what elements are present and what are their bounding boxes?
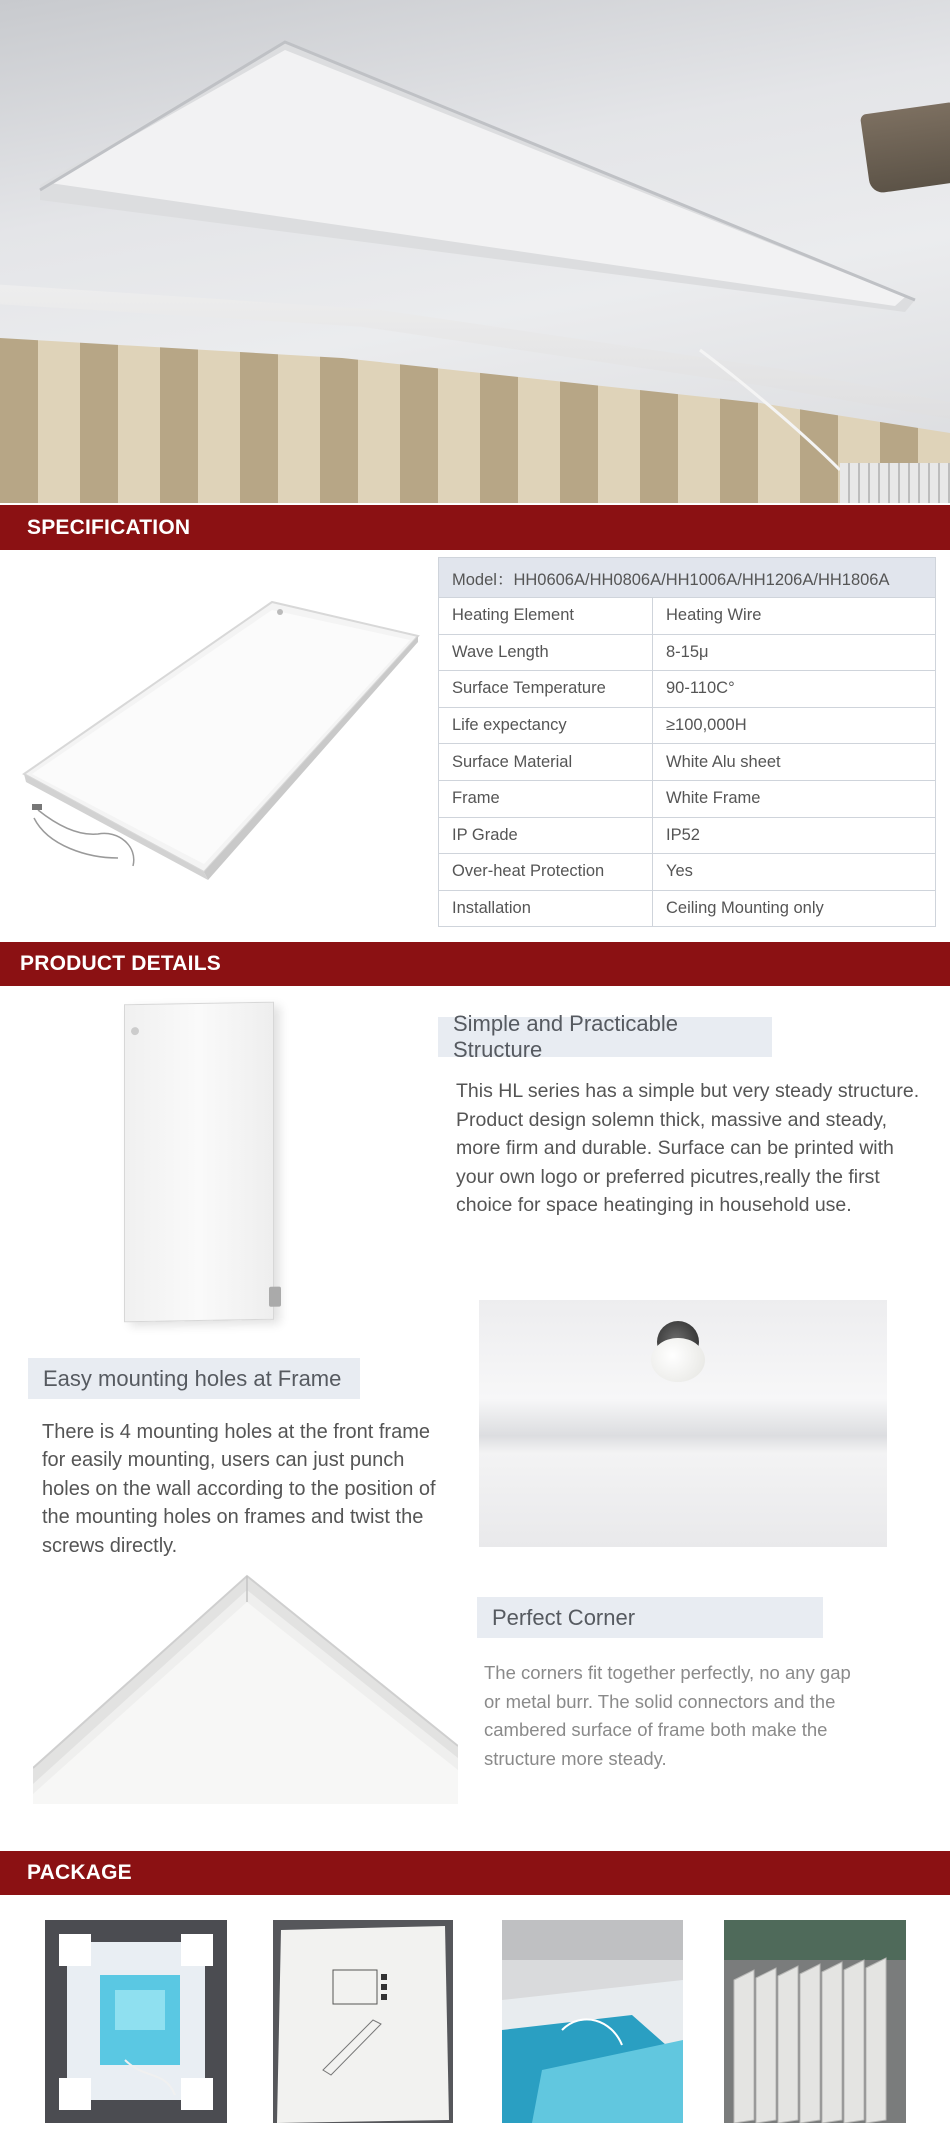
structure-line: more firm and durable. Surface can be printed with	[456, 1137, 894, 1159]
spec-row	[439, 744, 936, 781]
mounting-title: Easy mounting holes at Frame	[28, 1358, 360, 1399]
spec-value: White Alu sheet	[653, 744, 936, 781]
structure-line: choice for space heatinging in household use.	[456, 1194, 852, 1216]
spec-value: Heating Wire	[653, 598, 936, 635]
mounting-line: holes on the wall according to the position of	[42, 1477, 436, 1500]
corner-line: The corners fit together perfectly, no any gap	[484, 1662, 851, 1683]
panel-indicator-dot	[131, 1027, 139, 1035]
spec-value: IP52	[653, 817, 936, 854]
structure-title: Simple and Practicable Structure	[438, 1017, 772, 1057]
spec-key: Installation	[439, 890, 653, 927]
heater-panel-image	[18, 596, 423, 886]
spec-key: Surface Material	[439, 744, 653, 781]
spec-key: Frame	[439, 780, 653, 817]
structure-line: your own logo or preferred picutres,really the first	[456, 1165, 880, 1188]
upright-heater-panel-image	[124, 1002, 274, 1323]
spec-table-header-row	[439, 558, 936, 598]
package-photo-foam-corners	[45, 1920, 227, 2123]
spec-row	[439, 854, 936, 891]
mounting-line: the mounting holes on frames and twist the	[42, 1506, 424, 1529]
section-title-package: PACKAGE	[27, 1861, 132, 1884]
spec-key: Surface Temperature	[439, 671, 653, 708]
corner-line: structure more steady.	[484, 1747, 667, 1769]
specification-section-bar	[0, 505, 950, 550]
ceiling-heater-panel	[0, 0, 950, 503]
lamp-shade	[860, 102, 950, 194]
mounting-description	[42, 1418, 467, 1560]
spec-row	[439, 890, 936, 927]
screw-cap	[651, 1338, 705, 1382]
spec-value: ≥100,000H	[653, 707, 936, 744]
product-details-section-bar	[0, 942, 950, 986]
specification-table	[438, 557, 936, 927]
spec-key: Heating Element	[439, 598, 653, 635]
spec-model-header: Model：HH0606A/HH0806A/HH1006A/HH1206A/HH1806A	[439, 558, 936, 598]
spec-value: 8-15μ	[653, 634, 936, 671]
mounting-line: for easily mounting, users can just punch	[42, 1449, 405, 1472]
radiator	[840, 463, 950, 503]
package-photo-wrapped-panel	[502, 1920, 683, 2123]
corner-line: or metal burr. The solid connectors and the	[484, 1690, 836, 1712]
corner-title: Perfect Corner	[477, 1597, 823, 1638]
hero-ceiling-photo	[0, 0, 950, 503]
spec-row	[439, 817, 936, 854]
spec-value: Yes	[653, 854, 936, 891]
package-photo-box	[273, 1920, 453, 2123]
section-title-product-details: PRODUCT DETAILS	[20, 952, 221, 975]
section-title-specification: SPECIFICATION	[27, 515, 191, 539]
structure-line: This HL series has a simple but very steady structure.	[456, 1080, 920, 1102]
structure-description	[456, 1077, 926, 1220]
spec-key: Life expectancy	[439, 707, 653, 744]
spec-value: White Frame	[653, 780, 936, 817]
spec-row	[439, 598, 936, 635]
mounting-line: There is 4 mounting holes at the front frame	[42, 1421, 430, 1443]
spec-value: 90-110C°	[653, 671, 936, 708]
spec-key: IP Grade	[439, 817, 653, 854]
corner-line: cambered surface of frame both make the	[484, 1719, 828, 1740]
spec-row	[439, 671, 936, 708]
spec-row	[439, 634, 936, 671]
mounting-hole-photo	[479, 1300, 887, 1547]
mounting-line: screws directly.	[42, 1534, 178, 1557]
corner-description	[484, 1659, 924, 1773]
package-section-bar	[0, 1851, 950, 1895]
structure-line: Product design solemn thick, massive and steady,	[456, 1108, 888, 1131]
package-photo-stacked-panels	[724, 1920, 906, 2123]
frame-corner-photo	[33, 1568, 458, 1804]
spec-key: Over-heat Protection	[439, 854, 653, 891]
panel-connector	[269, 1287, 281, 1307]
spec-key: Wave Length	[439, 634, 653, 671]
spec-row	[439, 780, 936, 817]
spec-value: Ceiling Mounting only	[653, 890, 936, 927]
spec-row	[439, 707, 936, 744]
